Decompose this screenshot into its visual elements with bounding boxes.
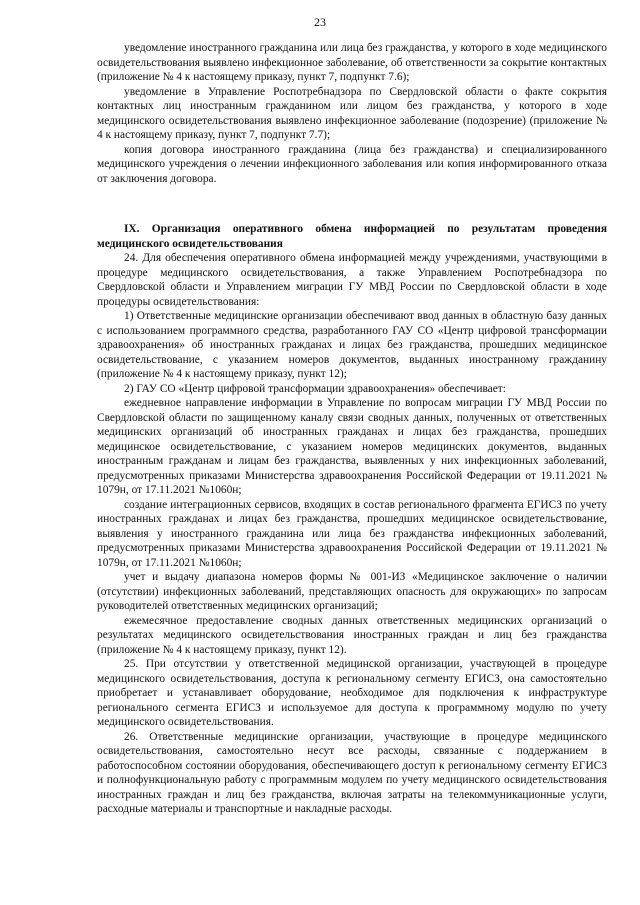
- paragraph: создание интеграционных сервисов, входящих в состав регионального фрагмента ЕГИСЗ по учету иностранных гражданах и лицах без гражданства, прошедших медицинское освидетельствование, выявления у иностранного гражданина или лица без гражданства инфекционных заболеваний, предусмотренных приказами Министерства здравоохранения Российской Федерации от 19.11.2021 № 1079н, от 17.11.2021 №1060н;: [97, 498, 607, 569]
- paragraph: уведомление в Управление Роспотребнадзора по Свердловской области о факте сокрытия контактных лиц иностранным гражданином или лицом без гражданства, у которого в ходе медицинского освидетельствования выявлено инфекционное заболевание (подозрение) (приложение № 4 к настоящему приказу, пункт 7, подпункт 7.7);: [97, 85, 607, 141]
- paragraph: уведомление иностранного гражданина или лица без гражданства, у которого в ходе медицинского освидетельствования выявлено инфекционное заболевание, об ответственности за сокрытие контактных (приложение № 4 к настоящему приказу, пункт 7, подпункт 7.6);: [97, 42, 607, 83]
- paragraph: копия договора иностранного гражданина (лица без гражданства) и специализированного медицинского учреждения о лечении инфекционного заболевания или копия информированного отказа от заключения договора.: [97, 143, 607, 185]
- paragraph: 1) Ответственные медицинские организации обеспечивают ввод данных в областную базу данных с использованием программного средства, разработанного ГАУ СО «Центр цифровой трансформации здравоохранения» об иностранных гражданах и лицах без гражданства, прошедших медицинское освидетельствование, с указанием номеров документов, выданных иностранному гражданину (приложение № 4 к настоящему приказу, пункт 12);: [97, 310, 607, 380]
- paragraph: 2) ГАУ СО «Центр цифровой трансформации здравоохранения» обеспечивает:: [124, 382, 506, 395]
- paragraph: ежедневное направление информации в Управление по вопросам миграции ГУ МВД России по Свердловской области по защищенному каналу связи сводных данных, полученных от ответственных медицинских организаций об иностранных гражданах и лицах без гражданства, прошедших медицинское освидетельствование, с указанием номеров медицинских документов, выданных иностранным гражданам и лицам без гражданства, выявленных у них инфекционных заболеваний, предусмотренных приказами Министерства здравоохранения Российской Федерации от 19.11.2021 № 1079н, от 17.11.2021 №1060н;: [97, 397, 607, 496]
- section-heading: IX. Организация оперативного обмена информацией по результатам проведения медицинского освидетельствования: [97, 223, 607, 250]
- paragraph: 25. При отсутствии у ответственной медицинской организации, участвующей в процедуре медицинского освидетельствования, доступа к региональному сегменту ЕГИСЗ, она самостоятельно приобретает и устанавливает оборудование, необходимое для подключения к инфраструктуре регионального сегмента ЕГИСЗ и используемое для доступа к программному модулю по учету медицинского освидетельствования.: [97, 658, 607, 728]
- paragraph: 24. Для обеспечения оперативного обмена информацией между учреждениями, участвующими в процедуре медицинского освидетельствования, а также Управлением Роспотребнадзора по Свердловской области и Управлением миграции ГУ МВД России по Свердловской области в ходе процедуры освидетельствования:: [97, 252, 607, 308]
- page-number: 23: [314, 15, 326, 29]
- paragraph: 26. Ответственные медицинские организации, участвующие в процедуре медицинского освидетельствования, самостоятельно несут все расходы, связанные с поддержанием в работоспособном состоянии оборудования, обеспечивающего доступ к региональному сегменту ЕГИСЗ и полнофункциональную работу с программным модулем по учету медицинского освидетельствования иностранных граждан и лиц без гражданства, включая затраты на телекоммуникационные услуги, расходные материалы и транспортные и накладные расходы.: [97, 730, 607, 815]
- paragraph: учет и выдачу диапазона номеров формы № 001-ИЗ «Медицинское заключение о наличии (отсутствии) инфекционных заболеваний, представляющих опасность для окружающих» по запросам руководителей ответственных медицинских организаций;: [97, 571, 607, 612]
- paragraph: ежемесячное предоставление сводных данных ответственных медицинских организаций о результатах медицинского освидетельствования иностранных граждан и лиц без гражданства (приложение № 4 к настоящему приказу, пункт 12).: [97, 614, 607, 656]
- document-body: [97, 41, 607, 817]
